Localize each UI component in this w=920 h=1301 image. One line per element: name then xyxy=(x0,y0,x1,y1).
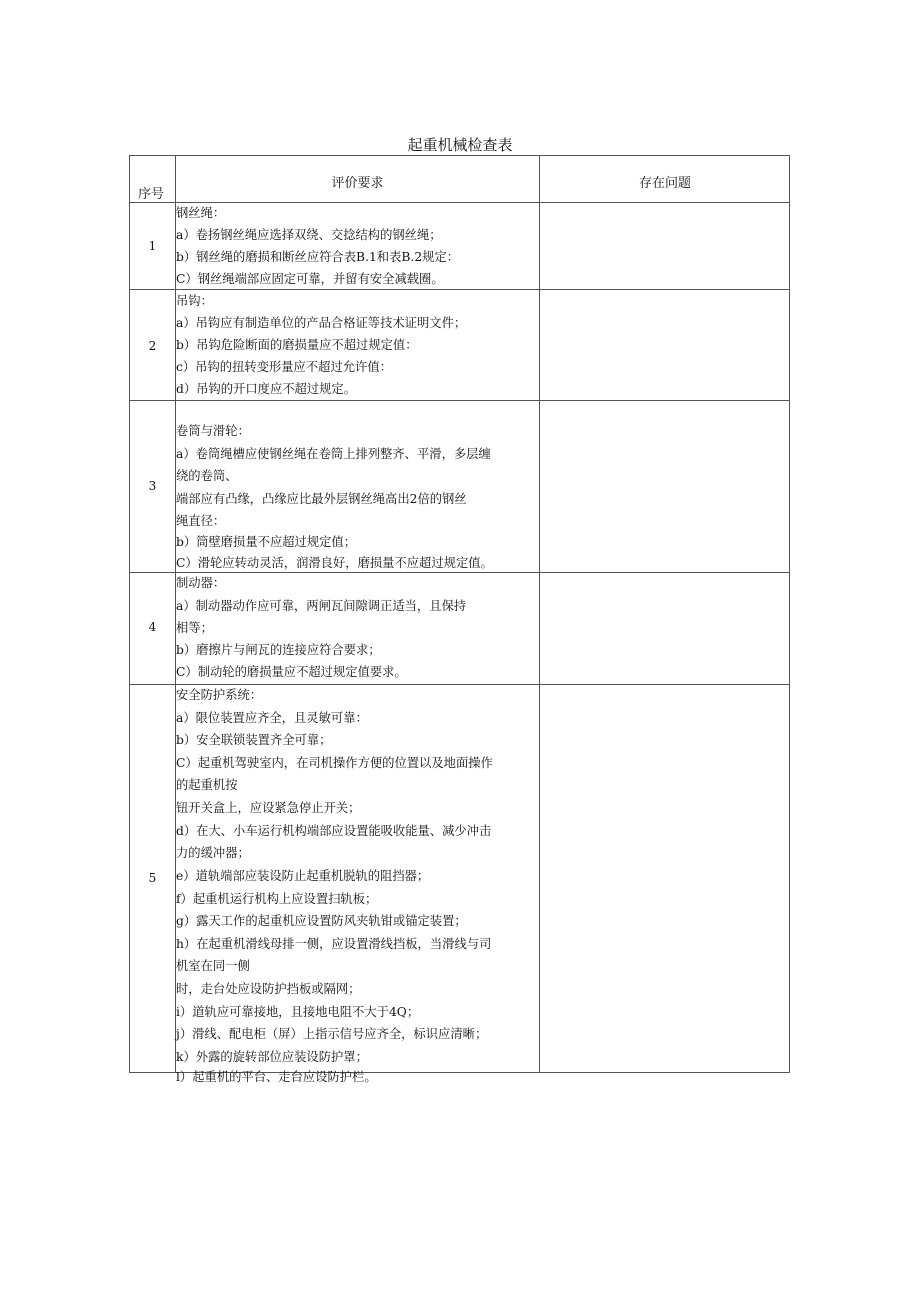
requirement-line: 端部应有凸缘，凸缘应比最外层钢丝绳高出2倍的钢丝 xyxy=(176,492,467,506)
requirement-line: e）道轨端部应装设防止起重机脱轨的阻挡器； xyxy=(176,869,430,883)
requirement-line: a）吊钩应有制造单位的产品合格证等技术证明文件； xyxy=(176,316,467,330)
inspection-table xyxy=(129,155,790,1084)
requirement-line: C）滑轮应转动灵活，润滑良好，磨损量不应超过规定值。 xyxy=(176,556,493,570)
requirement-line: 相等； xyxy=(176,621,213,635)
row-divider xyxy=(130,202,789,203)
requirement-line: d）在大、小车运行机构端部应设置能吸收能量、减少冲击 xyxy=(176,824,492,838)
column-divider xyxy=(539,156,540,1072)
requirement-line: 力的缓冲器； xyxy=(176,846,250,860)
requirement-line: 钢丝绳： xyxy=(176,206,226,220)
requirement-line: 吊钩： xyxy=(176,294,213,308)
requirement-line: C）制动轮的磨损量应不超过规定值要求。 xyxy=(176,665,407,679)
requirement-line: b）磨擦片与闸瓦的连接应符合要求； xyxy=(176,643,381,657)
header-no: 序号 xyxy=(138,187,165,202)
requirement-line: j）滑线、配电柜（屏）上指示信号应齐全，标识应清晰； xyxy=(176,1027,488,1041)
requirement-line: 时，走台处应设防护挡板或隔网； xyxy=(176,982,361,996)
header-issues: 存在问题 xyxy=(638,176,691,191)
requirement-line: a）制动器动作应可靠，两闸瓦间隙调正适当，且保持 xyxy=(176,599,467,613)
row-number: 2 xyxy=(148,339,157,353)
requirement-line: f）起重机运行机构上应设置扫轨板； xyxy=(176,892,378,906)
requirement-line: a）限位装置应齐全，且灵敏可靠： xyxy=(176,711,368,725)
requirement-line: d）吊钩的开口度应不超过规定。 xyxy=(176,382,357,396)
requirement-line: 绳直径： xyxy=(176,514,226,528)
requirement-line: 钮开关盒上，应设紧急停止开关； xyxy=(176,801,361,815)
row-divider xyxy=(130,289,789,290)
page-title: 起重机械检查表 xyxy=(407,136,513,154)
requirement-line: 卷筒与滑轮： xyxy=(176,424,250,438)
requirement-line: 制动器： xyxy=(176,576,226,590)
requirement-line: b）安全联锁装置齐全可靠； xyxy=(176,733,332,747)
requirement-line: a）卷筒绳槽应使钢丝绳在卷筒上排列整齐、平滑，多层缠 xyxy=(176,447,491,461)
row-divider xyxy=(130,684,789,685)
requirement-line: 机室在同一侧 xyxy=(176,959,250,973)
row-number: 5 xyxy=(148,871,157,885)
requirement-line: k）外露的旋转部位应装设防护罩； xyxy=(176,1050,368,1064)
row-divider xyxy=(130,572,789,573)
row-number: 1 xyxy=(148,239,157,253)
requirement-line: a）卷扬钢丝绳应选择双绕、交捻结构的钢丝绳； xyxy=(176,228,442,242)
row-number: 3 xyxy=(148,479,157,493)
requirement-line: C）钢丝绳端部应固定可靠，并留有安全减载圈。 xyxy=(176,272,444,286)
requirement-line: b）吊钩危险断面的磨损量应不超过规定值： xyxy=(176,338,418,352)
row-number: 4 xyxy=(148,620,157,634)
requirement-line: C）起重机驾驶室内，在司机操作方便的位置以及地面操作 xyxy=(176,756,493,770)
requirement-line: 安全防护系统： xyxy=(176,688,263,702)
requirement-line: b）钢丝绳的磨损和断丝应符合表B.1和表B.2规定： xyxy=(176,250,460,264)
requirement-line: g）露天工作的起重机应设置防风夹轨钳或锚定装置； xyxy=(176,914,467,928)
requirement-line: i）道轨应可靠接地，且接地电阻不大于4Q； xyxy=(176,1005,420,1019)
requirement-line: 的起重机按 xyxy=(176,778,238,792)
requirement-line: b）筒壁磨损量不应超过规定值； xyxy=(176,535,357,549)
requirement-line: c）吊钩的扭转变形量应不超过允许值： xyxy=(176,360,392,374)
requirement-line: h）在起重机滑线母排一侧，应设置滑线挡板，当滑线与司 xyxy=(176,937,492,951)
requirement-line: l）起重机的平台、走台应设防护栏。 xyxy=(176,1070,377,1084)
row-divider xyxy=(130,400,789,401)
requirement-line: 绕的卷筒、 xyxy=(176,469,238,483)
header-requirement: 评价要求 xyxy=(331,176,384,191)
